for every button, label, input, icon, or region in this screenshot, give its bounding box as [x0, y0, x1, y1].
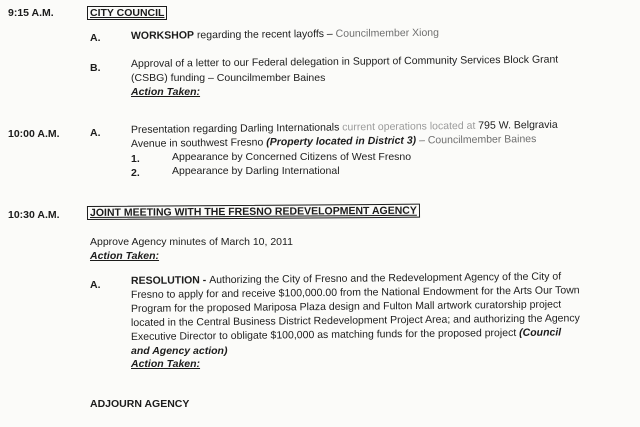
workshop-item [131, 27, 439, 43]
time-1000: 10:00 A.M. [8, 128, 60, 140]
workshop-label: WORKSHOP [130, 29, 195, 42]
council-action-note: (Council [519, 326, 562, 339]
resolution-line2: Fresno to apply for and receive $100,000.00 from the National Endowment for the Arts Our Town [130, 284, 580, 301]
csbg-line2: (CSBG) funding – Councilmember Baines [131, 72, 326, 84]
sub-item-2-num: 2. [131, 167, 140, 179]
sub-item-1-text: Appearance by Concerned Citizens of West Fresno [172, 151, 412, 163]
time-1030: 10:30 A.M. [8, 209, 60, 221]
resolution-line3: Program for the proposed Mariposa Plaza design and Fulton Mall artwork curatorship project [130, 298, 562, 315]
action-taken-minutes: Action Taken: [90, 250, 160, 262]
sub-item-2-text: Appearance by Darling International [172, 165, 340, 177]
item-letter-a: A. [90, 32, 101, 44]
darling-line1-a: Presentation regarding Darling Internationals [130, 121, 343, 136]
time-915: 9:15 A.M. [8, 7, 54, 19]
darling-line1-faint: current operations located at [342, 119, 476, 134]
adjourn-agency: ADJOURN AGENCY [90, 398, 190, 410]
item-letter-b: B. [90, 62, 101, 74]
resolution-label: RESOLUTION - [130, 274, 210, 287]
city-council-header: CITY COUNCIL [87, 6, 167, 20]
item-letter-a-3: A. [90, 279, 101, 291]
action-taken-b: Action Taken: [131, 86, 201, 98]
sub-item-1-num: 1. [131, 153, 140, 165]
resolution-line1-text: Authorizing the City of Fresno and the Redevelopment Agency of the City of [209, 270, 562, 287]
resolution-line6: and Agency action) [131, 345, 228, 357]
darling-line2-a: Avenue in southwest Fresno [130, 136, 267, 150]
item-letter-a-2: A. [90, 127, 101, 139]
workshop-member: Councilmember Xiong [335, 26, 440, 40]
csbg-line1: Approval of a letter to our Federal delegation in Support of Community Services Block Grant [130, 53, 559, 70]
district-note: (Property located in District 3) [266, 134, 417, 149]
darling-line1-b: 795 W. Belgravia [475, 118, 558, 132]
action-taken-resolution: Action Taken: [131, 358, 201, 370]
resolution-line5-text: Executive Director to obligate $100,000 as matching funds for the proposed project [130, 326, 520, 343]
workshop-text: regarding the recent layoffs – [193, 27, 336, 42]
darling-member: – Councilmember Baines [416, 133, 537, 147]
resolution-line4: located in the Central Business District Redevelopment Project Area; and authorizing the Agency [130, 312, 580, 329]
approve-minutes: Approve Agency minutes of March 10, 2011 [90, 236, 293, 248]
joint-meeting-header: JOINT MEETING WITH THE FRESNO REDEVELOPMENT AGENCY [87, 204, 420, 220]
